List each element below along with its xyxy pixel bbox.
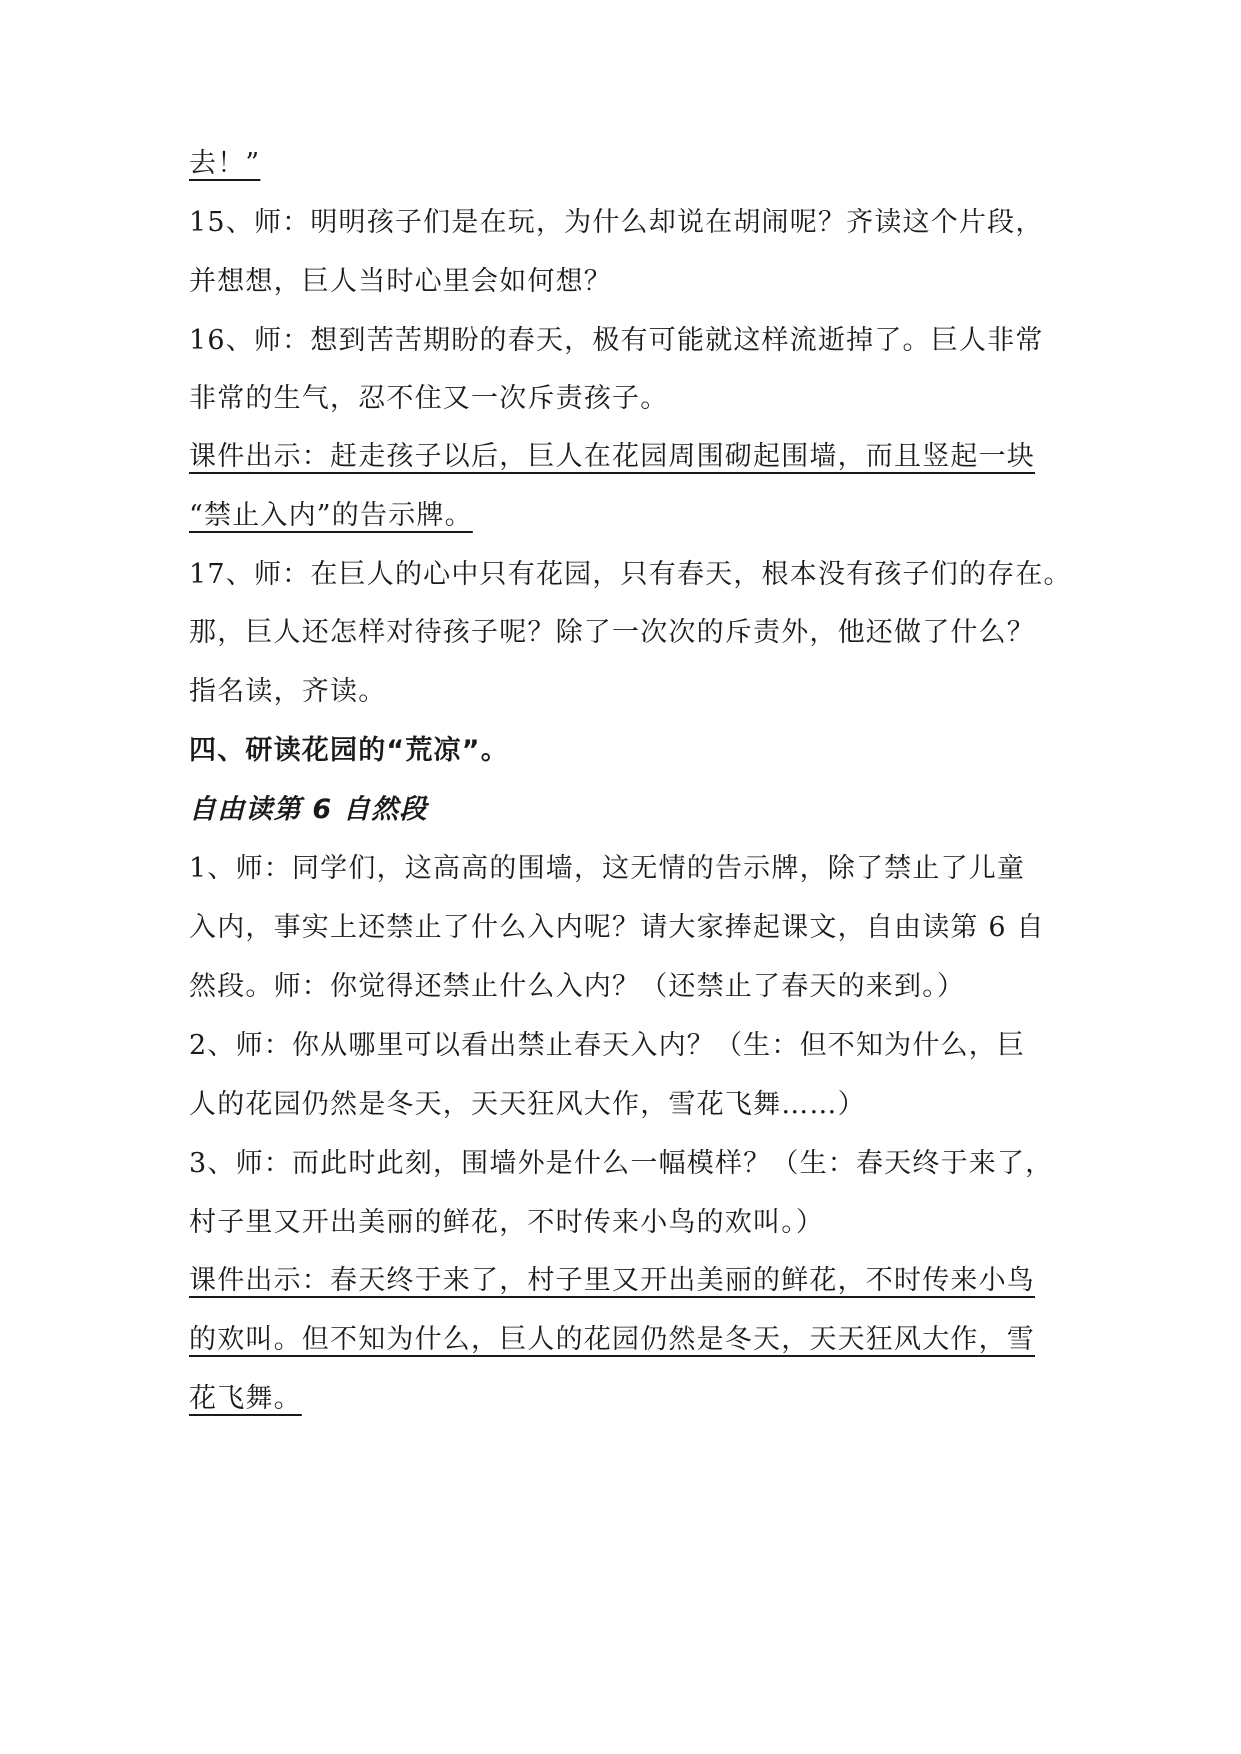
- text-line: 非常的生气，忍不住又一次斥责孩子。: [189, 383, 669, 414]
- text-line: 那，巨人还怎样对待孩子呢？除了一次次的斥责外，他还做了什么？: [189, 617, 1035, 648]
- courseware-text-line: 课件出示：春天终于来了，村子里又开出美丽的鲜花，不时传来小鸟: [189, 1265, 1035, 1296]
- text-line: 3、师：而此时此刻，围墙外是什么一幅模样？（生：春天终于来了，: [189, 1148, 1054, 1179]
- text-line: 入内，事实上还禁止了什么入内呢？请大家捧起课文，自由读第 6 自: [189, 912, 1045, 943]
- courseware-text-line: “禁止入内”的告示牌。: [189, 500, 473, 531]
- text-line: 然段。师：你觉得还禁止什么入内？（还禁止了春天的来到。）: [189, 971, 966, 1002]
- text-line: 1、师：同学们，这高高的围墙，这无情的告示牌，除了禁止了儿童: [189, 853, 1026, 884]
- subheading: 自由读第 6 自然段: [189, 794, 428, 825]
- courseware-text-line: 的欢叫。但不知为什么，巨人的花园仍然是冬天，天天狂风大作，雪: [189, 1324, 1035, 1355]
- text-line: 指名读，齐读。: [189, 676, 387, 707]
- text-line: 2、师：你从哪里可以看出禁止春天入内？（生：但不知为什么，巨: [189, 1030, 1026, 1061]
- text-line: 人的花园仍然是冬天，天天狂风大作，雪花飞舞……）: [189, 1089, 866, 1120]
- section-heading: 四、研读花园的“荒凉”。: [189, 735, 509, 766]
- text-line: 去！”: [189, 148, 261, 179]
- text-line: 村子里又开出美丽的鲜花，不时传来小鸟的欢叫。）: [189, 1207, 825, 1238]
- text-line: 17、师：在巨人的心中只有花园，只有春天，根本没有孩子们的存在。: [189, 559, 1072, 590]
- courseware-text-line: 花飞舞。: [189, 1383, 302, 1414]
- text-line: 并想想，巨人当时心里会如何想？: [189, 266, 612, 297]
- courseware-text-line: 课件出示：赶走孩子以后，巨人在花园周围砌起围墙，而且竖起一块: [189, 441, 1035, 472]
- text-line: 16、师：想到苦苦期盼的春天，极有可能就这样流逝掉了。巨人非常: [189, 325, 1044, 356]
- text-line: 15、师：明明孩子们是在玩，为什么却说在胡闹呢？齐读这个片段，: [189, 207, 1044, 238]
